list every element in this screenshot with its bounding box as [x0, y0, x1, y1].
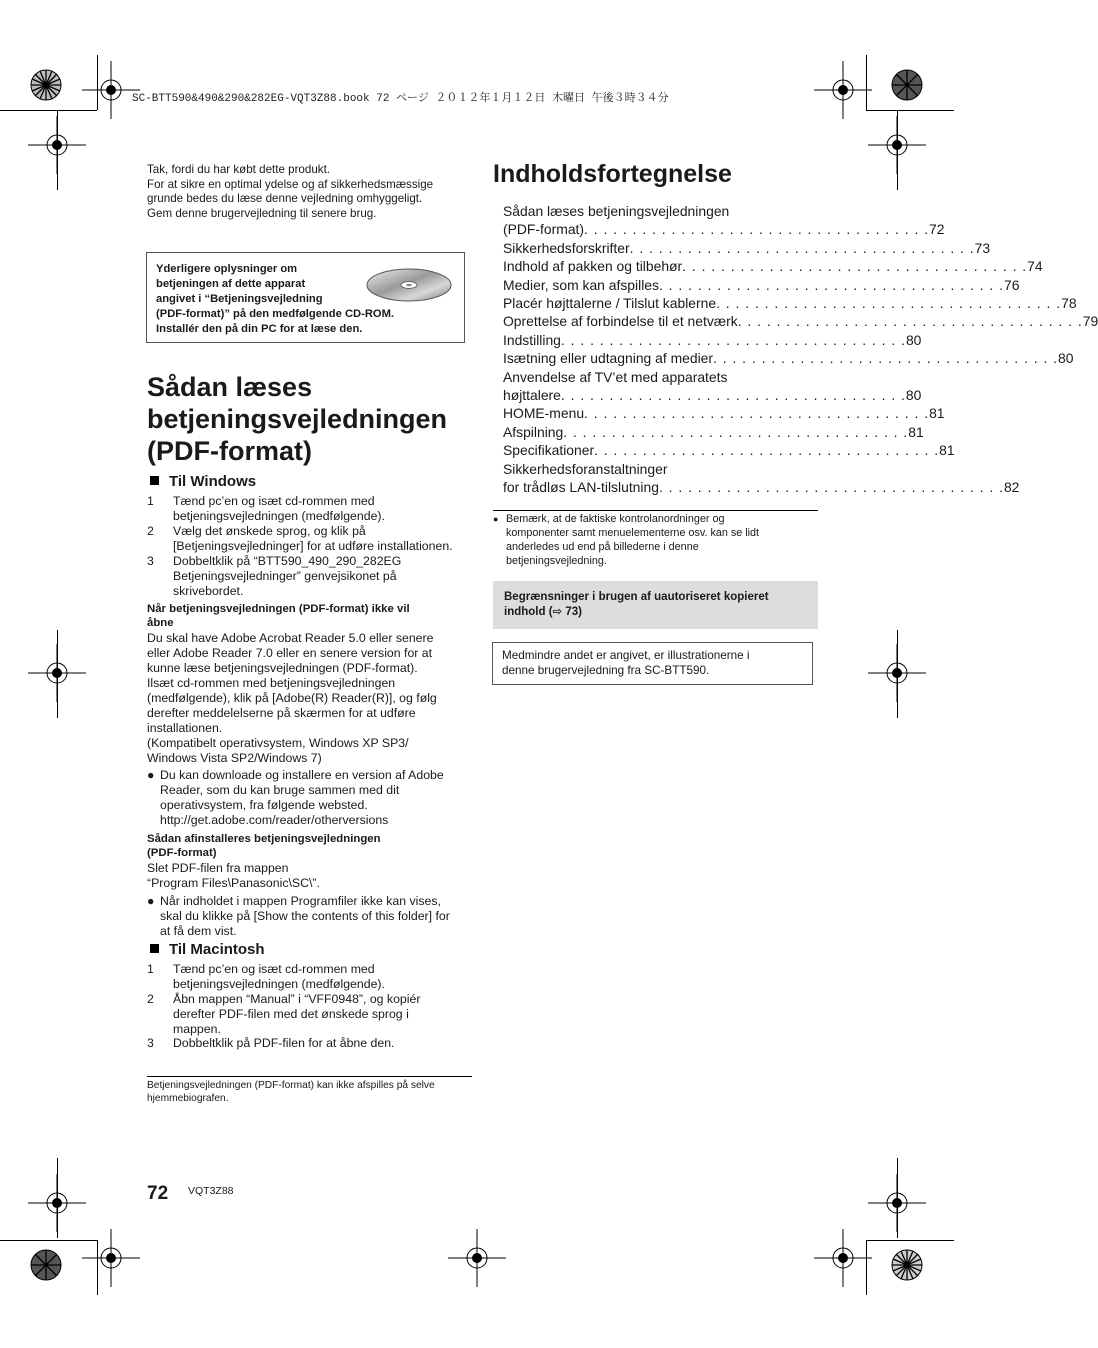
toc-entry[interactable]: Sådan læses betjeningsvejledningen (PDF-format) . . . . . . . . . . . . . . . . . . . . . . . . . . . . . . . . . . . . 72: [503, 203, 945, 238]
noopen-text: Du skal have Adobe Acrobat Reader 5.0 eller senere eller Adobe Reader 7.0 eller en senere version for at kunne læse betjeningsvejledningen (PDF-format). Ilsæt cd-rommen med betjeningsvejledningen (medfølgende), klik på [Adobe(R) Reader(R)], og følg derefter meddelelserne på skærmen for at udføre installationen. (Kompatibelt operativsystem, Windows XP SP3/ Windows Vista SP2/Windows 7): [147, 631, 437, 765]
square-bullet-icon: [150, 476, 159, 485]
bullet-dot-icon: ●: [147, 894, 155, 908]
print-header: SC-BTT590&490&290&282EG-VQT3Z88.book 72 ページ ２０１２年１月１２日 木曜日 午後３時３４分: [132, 93, 669, 105]
toc-entry[interactable]: Indhold af pakken og tilbehør . . . . . . . . . . . . . . . . . . . . . . . . . . . . . . . . . . . . 74: [503, 258, 1043, 275]
toc-entry[interactable]: Oprettelse af forbindelse til et netværk . . . . . . . . . . . . . . . . . . . . . . . . . . . . . . . . . . . . 79: [503, 313, 1098, 330]
toc-entry[interactable]: Specifikationer . . . . . . . . . . . . . . . . . . . . . . . . . . . . . . . . . . . . 81: [503, 442, 955, 459]
toc-entry[interactable]: Indstilling . . . . . . . . . . . . . . . . . . . . . . . . . . . . . . . . . . . . 80: [503, 331, 922, 348]
registration-mark-icon: [868, 644, 926, 702]
toc-entry[interactable]: Medier, som kan afspilles . . . . . . . . . . . . . . . . . . . . . . . . . . . . . . . . . . . . 76: [503, 276, 1020, 293]
registration-mark-icon: [28, 1174, 86, 1232]
registration-mark-icon: [448, 1229, 506, 1287]
table-of-contents: [503, 202, 1098, 497]
bullet-dot-icon: ●: [493, 514, 499, 524]
toc-title: Indholdsfortegnelse: [493, 160, 732, 188]
registration-mark-icon: [28, 644, 86, 702]
color-target-icon: [30, 1249, 62, 1281]
footnote-rule: [147, 1076, 472, 1077]
registration-mark-icon: [814, 1229, 872, 1287]
illustration-note-box: Medmindre andet er angivet, er illustrationerne i denne brugervejledning fra SC-BTT590.: [492, 642, 813, 685]
registration-mark-icon: [814, 61, 872, 119]
noopen-heading: Når betjeningsvejledningen (PDF-format) ikke vil åbne: [147, 603, 410, 629]
intro-text: Tak, fordi du har købt dette produkt. For at sikre en optimal ydelse og af sikkerhedsmæssige grunde bedes du læse denne vejledning omhyggeligt. Gem denne brugervejledning til senere brug.: [147, 163, 434, 220]
registration-mark-icon: [28, 116, 86, 174]
heading-macintosh: Til Macintosh: [150, 941, 265, 958]
page-number: 72: [147, 1183, 169, 1204]
toc-entry[interactable]: Anvendelse af TV’et med apparatets højttalere . . . . . . . . . . . . . . . . . . . . . . . . . . . . . . . . . . . . 80: [503, 368, 922, 404]
uninstall-heading: Sådan afinstalleres betjeningsvejledningen (PDF-format): [147, 833, 381, 859]
copy-restrictions-box[interactable]: Begrænsninger i brugen af uautoriseret kopieret indhold (⇨ 73): [493, 581, 818, 629]
footnote: Betjeningsvejledningen (PDF-format) kan ikke afspilles på selve hjemmebiografen.: [147, 1080, 435, 1104]
color-target-icon: [891, 69, 923, 101]
cd-rom-disc-icon: [366, 267, 452, 303]
color-target-icon: [891, 1249, 923, 1281]
bullet-dot-icon: ●: [147, 768, 155, 782]
toc-entry[interactable]: Isætning eller udtagning af medier . . . . . . . . . . . . . . . . . . . . . . . . . . . . . . . . . . . . 80: [503, 350, 1074, 367]
color-target-icon: [30, 69, 62, 101]
heading-windows: Til Windows: [150, 473, 256, 490]
pdf-info-box: Yderligere oplysninger om betjeningen af dette apparat angivet i “Betjeningsvejledning (PDF-format)” på den medfølgende CD-ROM. Installér den på din PC for at læse den.: [146, 252, 465, 343]
toc-entry[interactable]: Sikkerhedsforskrifter . . . . . . . . . . . . . . . . . . . . . . . . . . . . . . . . . . . . 73: [503, 239, 991, 256]
square-bullet-icon: [150, 944, 159, 953]
note-rule: [493, 510, 818, 511]
toc-entry[interactable]: Afspilning . . . . . . . . . . . . . . . . . . . . . . . . . . . . . . . . . . . . 81: [503, 423, 924, 440]
uninstall-text: Slet PDF-filen fra mappen “Program Files\Panasonic\SC\”.: [147, 861, 320, 890]
section-title-pdf: Sådan læses betjeningsvejledningen (PDF-format): [147, 372, 448, 466]
toc-entry[interactable]: HOME-menu . . . . . . . . . . . . . . . . . . . . . . . . . . . . . . . . . . . . 81: [503, 405, 945, 422]
toc-entry[interactable]: Sikkerhedsforanstaltninger for trådløs LAN-tilslutning . . . . . . . . . . . . . . . . . . . . . . . . . . . . . . . . . . . . 82: [503, 460, 1020, 496]
registration-mark-icon: [868, 1174, 926, 1232]
document-code: VQT3Z88: [188, 1185, 234, 1197]
registration-mark-icon: [868, 116, 926, 174]
registration-mark-icon: [82, 1229, 140, 1287]
toc-entry[interactable]: Placér højttalerne / Tilslut kablerne . . . . . . . . . . . . . . . . . . . . . . . . . . . . . . . . . . . . 78: [503, 295, 1077, 312]
